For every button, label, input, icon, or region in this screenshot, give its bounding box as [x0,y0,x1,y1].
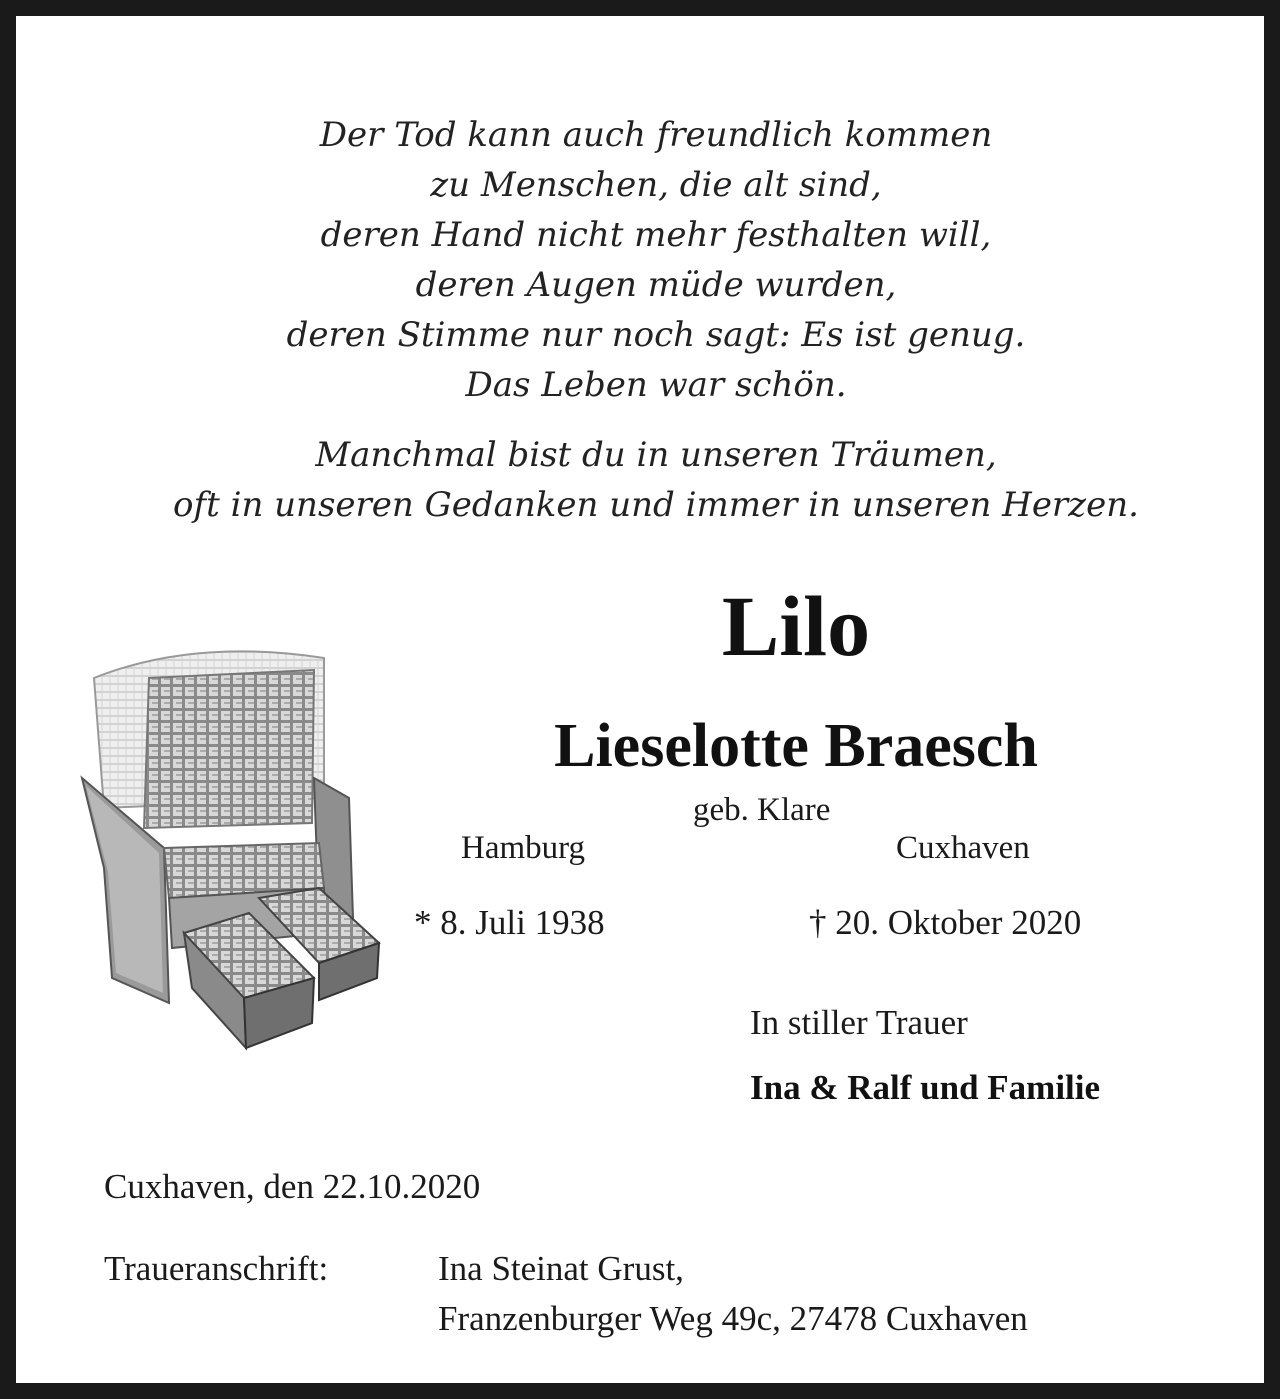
mourning-line: In stiller Trauer [750,1003,968,1042]
poem-line: Das Leben war schön. [465,365,847,405]
poem-line: Manchmal bist du in unseren Träumen, [315,435,997,475]
poem-line: deren Hand nicht mehr festhalten will, [320,215,992,255]
poem-stanza-1 [16,110,1280,410]
poem-line: oft in unseren Gedanken und immer in unseren Herzen. [173,485,1139,525]
poem-stanza-2 [16,430,1280,530]
death-date: † 20. Oktober 2020 [809,903,1082,942]
place-date: Cuxhaven, den 22.10.2020 [104,1167,481,1206]
full-name: Lieselotte Braesch [554,712,1038,780]
address-line-2: Franzenburger Weg 49c, 27478 Cuxhaven [438,1299,1028,1338]
birth-date: * 8. Juli 1938 [414,903,605,942]
poem-line: deren Stimme nur noch sagt: Es ist genug. [286,315,1026,355]
mourner-names: Ina & Ralf und Familie [750,1068,1101,1107]
address-line-1: Ina Steinat Grust, [438,1249,684,1288]
beach-chair-photo [74,648,386,1053]
nickname: Lilo [721,578,871,674]
birth-place: Hamburg [461,830,586,866]
poem-line: zu Menschen, die alt sind, [430,165,882,205]
death-place: Cuxhaven [896,830,1030,866]
poem-line: deren Augen müde wurden, [415,265,897,305]
birth-name: geb. Klare [693,792,831,828]
address-label: Traueranschrift: [104,1249,329,1288]
poem-line: Der Tod kann auch freundlich kommen [319,115,993,155]
